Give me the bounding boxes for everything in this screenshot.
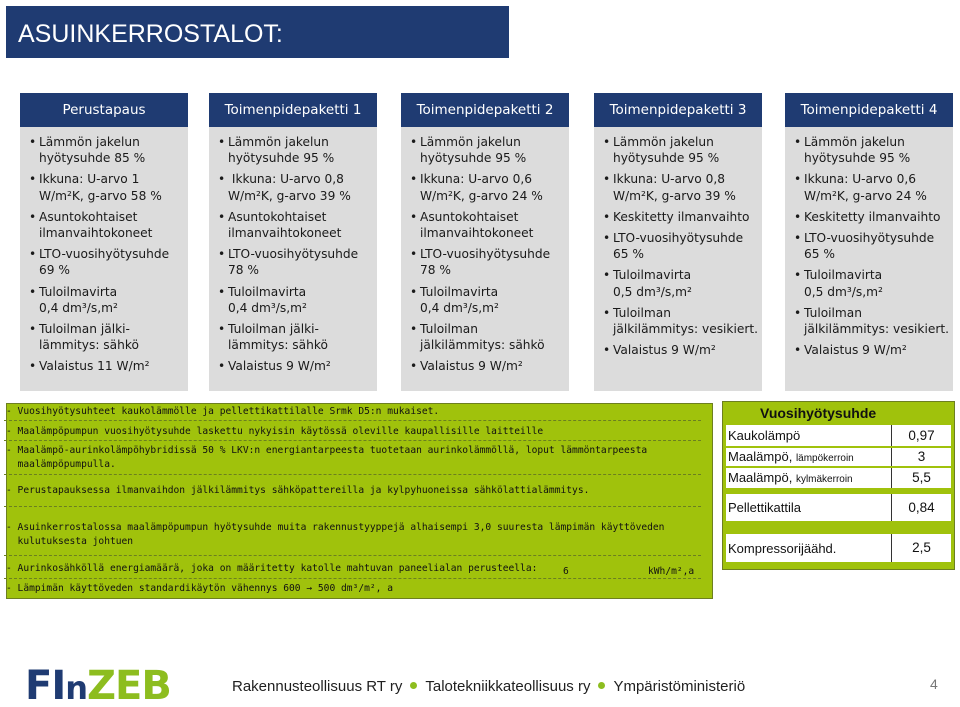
list-item: • Ikkuna: U-arvo 0,6 W/m²K, g-arvo 24 % — [410, 171, 565, 203]
efficiency-label-text: Kaukolämpö — [728, 428, 801, 443]
note-separator — [4, 506, 701, 507]
footer-org: Talotekniikkateollisuus ry — [425, 678, 591, 695]
title-bar — [6, 6, 509, 58]
efficiency-value: 3 — [891, 448, 951, 466]
efficiency-label — [728, 541, 836, 556]
column-header: Toimenpidepaketti 1 — [209, 93, 377, 127]
list-item: • Ikkuna: U-arvo 0,6 W/m²K, g-arvo 24 % — [794, 171, 949, 203]
efficiency-sublabel: kylmäkerroin — [795, 474, 853, 485]
list-item: • Keskitetty ilmanvaihto — [603, 209, 758, 225]
efficiency-value: 0,97 — [891, 425, 951, 446]
note-line: - Vuosihyötysuhteet kaukolämmölle ja pellettikattilalle Srmk D5:n mukaiset. — [6, 406, 440, 417]
note-separator — [4, 440, 701, 441]
note-separator — [4, 578, 701, 579]
list-item: • Tuloilman jälkilämmitys: sähkö — [410, 321, 565, 353]
note-line: - Perustapauksessa ilmanvaihdon jälkilämmitys sähköpattereilla ja kylpyhuoneissa sähkölattialämmitys. — [6, 485, 590, 496]
solar-unit: kWh/m²,a — [648, 566, 695, 577]
list-item: • Tuloilmavirta 0,4 dm³/s,m² — [29, 284, 184, 316]
list-item: • LTO-vuosihyötysuhde 65 % — [603, 230, 758, 262]
list-item: • Valaistus 9 W/m² — [410, 358, 565, 374]
list-item: • Lämmön jakelun hyötysuhde 85 % — [29, 134, 184, 166]
list-item: • Valaistus 11 W/m² — [29, 358, 184, 374]
note-separator — [4, 555, 701, 556]
list-item: • Tuloilman jälki- lämmitys: sähkö — [218, 321, 373, 353]
logo-part-zeb: ZEB — [87, 663, 171, 707]
list-item: • Tuloilmavirta 0,5 dm³/s,m² — [794, 267, 949, 299]
list-item: • Lämmön jakelun hyötysuhde 95 % — [218, 134, 373, 166]
list-item: • Ikkuna: U-arvo 1 W/m²K, g-arvo 58 % — [29, 171, 184, 203]
efficiency-label — [728, 500, 801, 515]
column-paketti-4 — [785, 93, 953, 391]
list-item: • Lämmön jakelun hyötysuhde 95 % — [410, 134, 565, 166]
note-line: - Aurinkosähköllä energiamäärä, joka on määritetty katolle mahtuvan paneelialan perusteella: — [6, 563, 538, 574]
finzeb-logo — [25, 664, 171, 707]
list-item: • Valaistus 9 W/m² — [218, 358, 373, 374]
column-header: Toimenpidepaketti 4 — [785, 93, 953, 127]
note-line: - Lämpimän käyttöveden standardikäytön vähennys 600 → 500 dm³/m², a — [6, 583, 393, 594]
list-item: • Lämmön jakelun hyötysuhde 95 % — [603, 134, 758, 166]
list-item: • LTO-vuosihyötysuhde 69 % — [29, 246, 184, 278]
efficiency-label-text: Maalämpö, — [728, 470, 793, 485]
note-line: - Asuinkerrostalossa maalämpöpumpun hyötysuhde muita rakennustyyppejä alhaisempi 3,0 suuresta lämpimän käyttöveden kulutuksesta johtuen — [6, 522, 665, 547]
column-list — [20, 127, 188, 375]
list-item: • Valaistus 9 W/m² — [603, 342, 758, 358]
solar-value: 6 — [563, 566, 569, 577]
efficiency-row — [726, 534, 951, 562]
efficiency-value: 5,5 — [891, 468, 951, 488]
efficiency-sublabel: lämpökerroin — [795, 453, 854, 464]
note-separator — [4, 474, 701, 475]
column-header: Toimenpidepaketti 2 — [401, 93, 569, 127]
efficiency-label-text: Pellettikattila — [728, 500, 801, 515]
efficiency-row — [726, 425, 951, 446]
efficiency-label-text: Kompressorijäähd. — [728, 541, 837, 556]
footer-org: Ympäristöministeriö — [613, 678, 746, 695]
list-item: • Tuloilman jälki- lämmitys: sähkö — [29, 321, 184, 353]
list-item: • Ikkuna: U-arvo 0,8 W/m²K, g-arvo 39 % — [218, 171, 373, 203]
bullet-dot-icon — [598, 682, 605, 689]
efficiency-value: 2,5 — [891, 534, 951, 562]
note-line: - Maalämpöpumpun vuosihyötysuhde laskettu nykyisin käytössä oleville kaupallisille laitteille — [6, 426, 544, 437]
column-perustapaus — [20, 93, 188, 391]
list-item: • Asuntokohtaiset ilmanvaihtokoneet — [410, 209, 565, 241]
footer-org: Rakennusteollisuus RT ry — [232, 678, 403, 695]
efficiency-label — [728, 428, 800, 443]
list-item: • Asuntokohtaiset ilmanvaihtokoneet — [218, 209, 373, 241]
list-item: • Tuloilmavirta 0,5 dm³/s,m² — [603, 267, 758, 299]
list-item: • Valaistus 9 W/m² — [794, 342, 949, 358]
list-item: • Ikkuna: U-arvo 0,8 W/m²K, g-arvo 39 % — [603, 171, 758, 203]
column-header: Toimenpidepaketti 3 — [594, 93, 762, 127]
column-paketti-1 — [209, 93, 377, 391]
list-item: • Asuntokohtaiset ilmanvaihtokoneet — [29, 209, 184, 241]
list-item: • Tuloilmavirta 0,4 dm³/s,m² — [410, 284, 565, 316]
list-item: • LTO-vuosihyötysuhde 78 % — [218, 246, 373, 278]
efficiency-row — [726, 468, 951, 488]
list-item: • Keskitetty ilmanvaihto — [794, 209, 949, 225]
column-list — [594, 127, 762, 358]
column-paketti-2 — [401, 93, 569, 391]
list-item: • LTO-vuosihyötysuhde 65 % — [794, 230, 949, 262]
efficiency-row — [726, 494, 951, 521]
column-paketti-3 — [594, 93, 762, 391]
column-header: Perustapaus — [20, 93, 188, 127]
note-line: - Maalämpö-aurinkolämpöhybridissä 50 % LKV:n energiantarpeesta tuotetaan aurinkolämmöllä, loput lämmöntarpeesta maalämpöpumpulla. — [6, 445, 648, 470]
efficiency-title: Vuosihyötysuhde — [760, 405, 877, 421]
list-item: • Tuloilman jälkilämmitys: vesikiert. — [794, 305, 949, 337]
list-item: • LTO-vuosihyötysuhde 78 % — [410, 246, 565, 278]
efficiency-label — [728, 449, 854, 464]
list-item: • Tuloilman jälkilämmitys: vesikiert. — [603, 305, 758, 337]
column-list — [401, 127, 569, 375]
bullet-dot-icon — [410, 682, 417, 689]
efficiency-row — [726, 448, 951, 466]
logo-part-fi: FI — [25, 663, 66, 707]
list-item: • Lämmön jakelun hyötysuhde 95 % — [794, 134, 949, 166]
logo-part-n: n — [65, 669, 87, 707]
efficiency-value: 0,84 — [891, 494, 951, 521]
column-list — [209, 127, 377, 375]
column-list — [785, 127, 953, 358]
page-title: ASUINKERROSTALOT: — [18, 20, 283, 48]
footer-partners — [232, 678, 745, 695]
efficiency-label-text: Maalämpö, — [728, 449, 793, 464]
note-separator — [4, 420, 701, 421]
efficiency-label — [728, 470, 853, 485]
list-item: • Tuloilmavirta 0,4 dm³/s,m² — [218, 284, 373, 316]
page-number: 4 — [930, 676, 938, 692]
